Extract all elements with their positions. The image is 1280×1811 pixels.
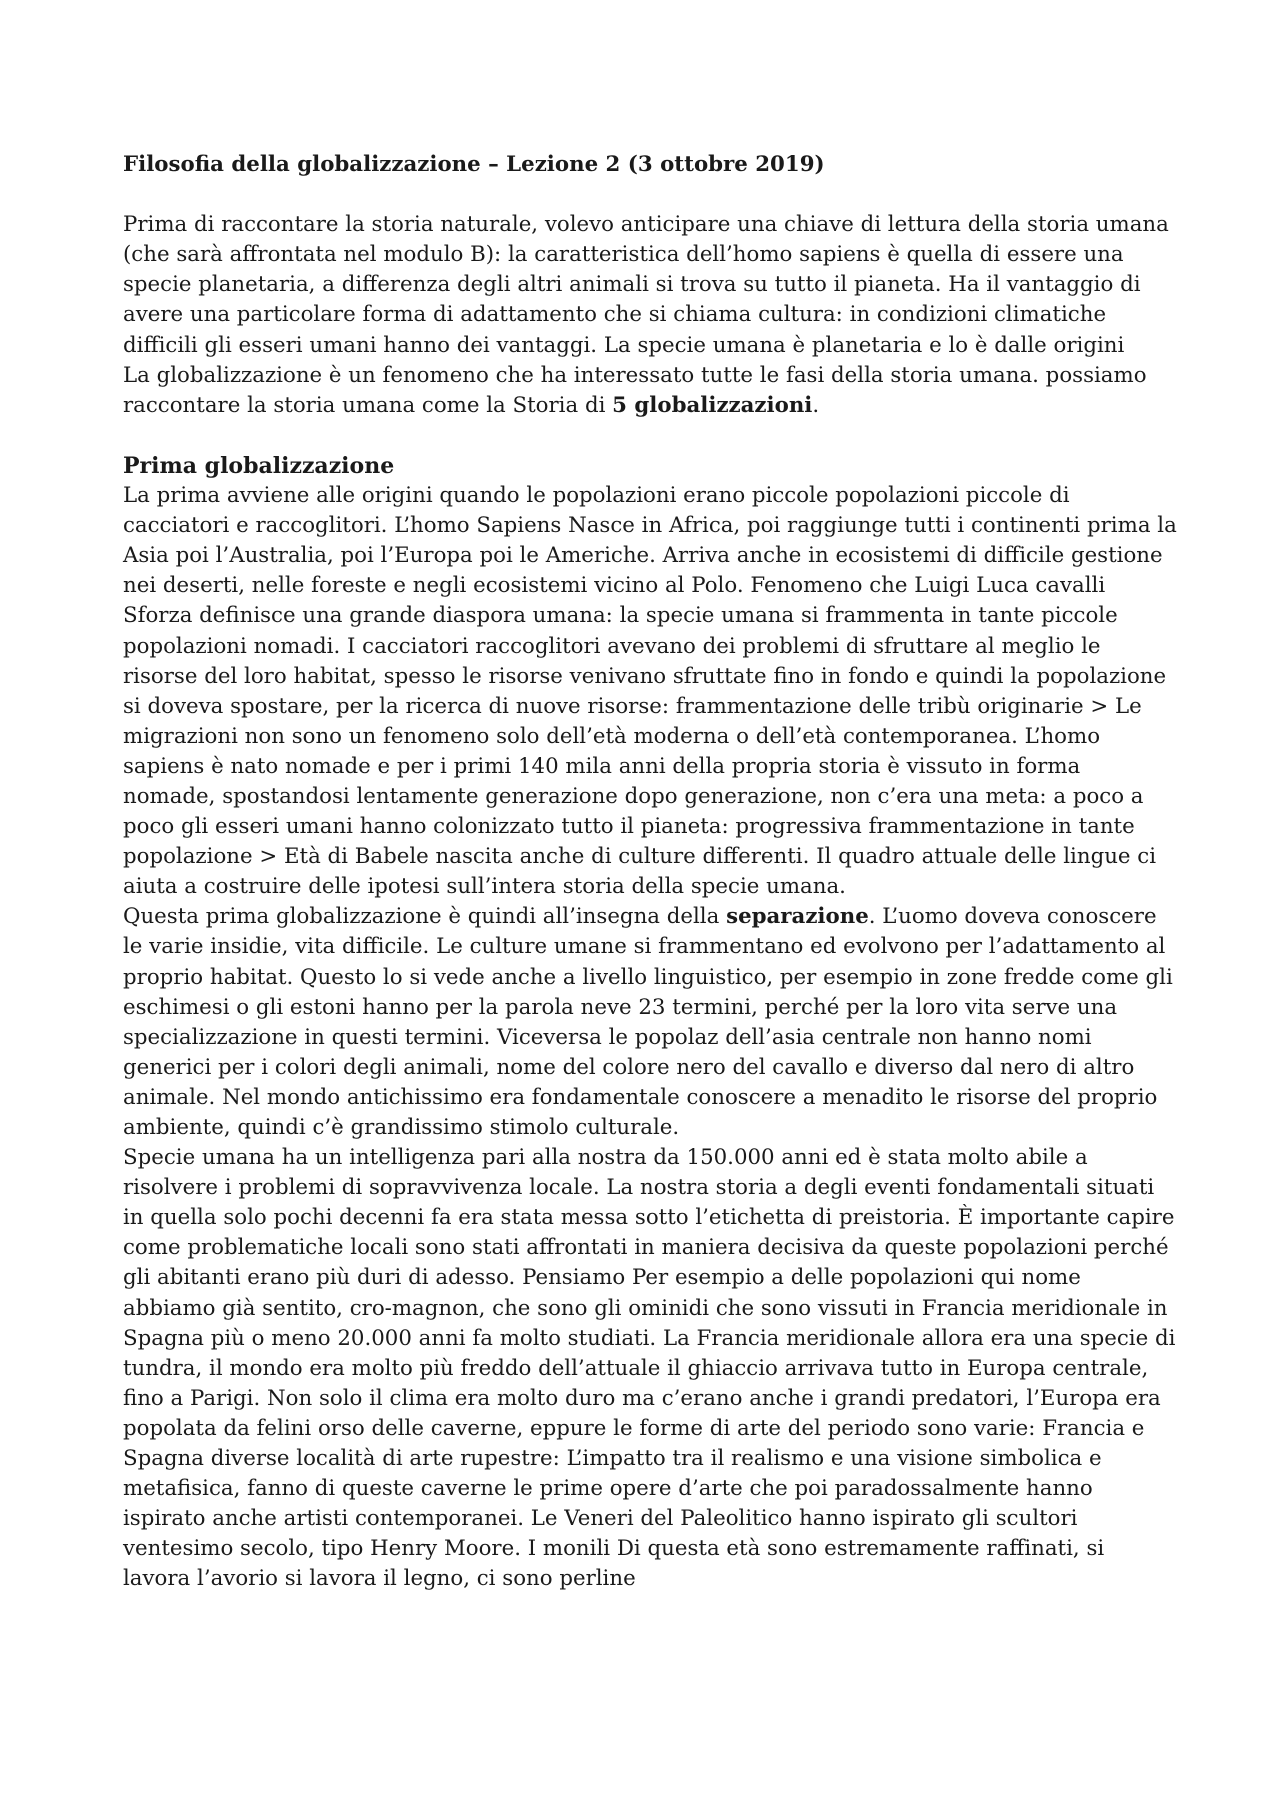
intro-paragraph-2 xyxy=(123,361,1178,421)
section-paragraph-2 xyxy=(123,902,1178,1143)
intro-p2-bold: 5 globalizzazioni xyxy=(612,392,813,418)
section-p2-bold: separazione xyxy=(726,904,869,930)
intro-paragraph-1: Prima di raccontare la storia naturale, volevo anticipare una chiave di lettura della storia umana (che sarà affrontata nel modulo B): la caratteristica dell’homo sapiens è quella di essere una specie planetaria, a differenza degli altri animali si trova su tutto il pianeta. Ha il vantaggio di avere una particolare forma di adattamento che si chiama cultura: in condizioni climatiche difficili gli esseri umani hanno dei vantaggi. La specie umana è planetaria e lo è dalle origini xyxy=(123,212,1169,358)
spacer xyxy=(123,180,1178,210)
document-page xyxy=(123,150,1178,1595)
section-paragraph-1: La prima avviene alle origini quando le popolazioni erano piccole popolazioni piccole di cacciatori e raccoglitori. L’homo Sapiens Nasce in Africa, poi raggiunge tutti i continenti prima la Asia poi l’Australia, poi l’Europa poi le Americhe. Arriva anche in ecosistemi di difficile gestione nei deserti, nelle foreste e negli ecosistemi vicino al Polo. Fenomeno che Luigi Luca cavalli Sforza definisce una grande diaspora umana: la specie umana si frammenta in tante piccole popolazioni nomadi. I cacciatori raccoglitori avevano dei problemi di sfruttare al meglio le risorse del loro habitat, spesso le risorse venivano sfruttate fino in fondo e quindi la popolazione si doveva spostare, per la ricerca di nuove risorse: frammentazione delle tribù originarie > Le migrazioni non sono un fenomeno solo dell’età moderna o dell’età contemporanea. L’homo sapiens è nato nomade e per i primi 140 mila anni della propria storia è vissuto in forma nomade, spostandosi lentamente generazione dopo generazione, non c’era una meta: a poco a poco gli esseri umani hanno colonizzato tutto il pianeta: progressiva frammentazione in tante popolazione > Età di Babele nascita anche di culture differenti. Il quadro attuale delle lingue ci aiuta a costruire delle ipotesi sull’intera storia della specie umana. xyxy=(123,483,1177,900)
intro-p2-text-a: La globalizzazione è un fenomeno che ha interessato tutte le fasi della storia umana. possiamo raccontare la storia umana come la Storia di xyxy=(123,362,1147,418)
section-heading: Prima globalizzazione xyxy=(123,452,395,479)
document-title: Filosofia della globalizzazione – Lezione 2 (3 ottobre 2019) xyxy=(123,152,825,177)
section-p2-text-a: Questa prima globalizzazione è quindi all’insegna della xyxy=(123,904,727,930)
intro-p2-text-b: . xyxy=(812,392,820,418)
spacer xyxy=(123,421,1178,451)
section-paragraph-3: Specie umana ha un intelligenza pari alla nostra da 150.000 anni ed è stata molto abile a risolvere i problemi di sopravvivenza locale. La nostra storia a degli eventi fondamentali situati in quella solo pochi decenni fa era stata messa sotto l’etichetta di preistoria. È importante capire come problematiche locali sono stati affrontati in maniera decisiva da queste popolazioni perché gli abitanti erano più duri di adesso. Pensiamo Per esempio a delle popolazioni qui nome abbiamo già sentito, cro-magnon, che sono gli ominidi che sono vissuti in Francia meridionale in Spagna più o meno 20.000 anni fa molto studiati. La Francia meridionale allora era una specie di tundra, il mondo era molto più freddo dell’attuale il ghiaccio arrivava tutto in Europa centrale, fino a Parigi. Non solo il clima era molto duro ma c’erano anche i grandi predatori, l’Europa era popolata da felini orso delle caverne, eppure le forme di arte del periodo sono varie: Francia e Spagna diverse località di arte rupestre: L’impatto tra il realismo e una visione simbolica e metafisica, fanno di queste caverne le prime opere d’arte che poi paradossalmente hanno ispirato anche artisti contemporanei. Le Veneri del Paleolitico hanno ispirato gli scultori ventesimo secolo, tipo Henry Moore. I monili Di questa età sono estremamente raffinati, si lavora l’avorio si lavora il legno, ci sono perline xyxy=(123,1145,1176,1592)
section-p2-text-b: . L’uomo doveva conoscere le varie insidie, vita difficile. Le culture umane si frammentano ed evolvono per l’adattamento al proprio habitat. Questo lo si vede anche a livello linguistico, per esempio in zone fredde come gli eschimesi o gli estoni hanno per la parola neve 23 termini, perché per la loro vita serve una specializzazione in questi termini. Viceversa le popolaz dell’asia centrale non hanno nomi generici per i colori degli animali, nome del colore nero del cavallo e diverso dal nero di altro animale. Nel mondo antichissimo era fondamentale conoscere a menadito le risorse del proprio ambiente, quindi c’è grandissimo stimolo culturale. xyxy=(123,904,1173,1140)
